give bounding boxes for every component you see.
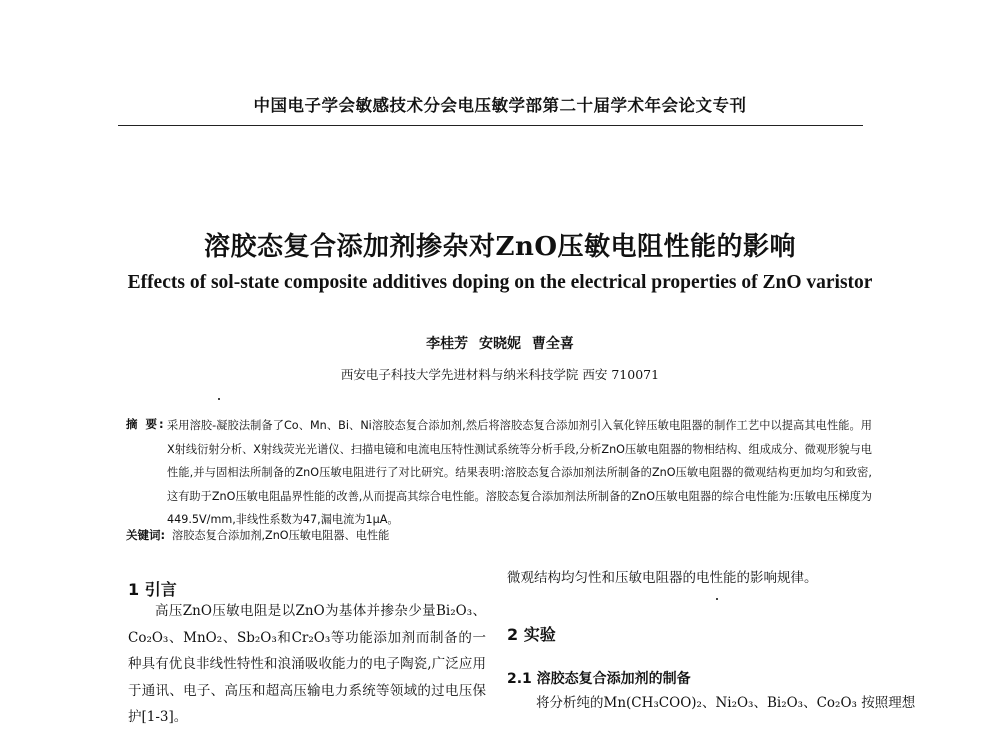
affiliation: 西安电子科技大学先进材料与纳米科技学院 西安 710071 [340, 367, 660, 382]
authors: 李桂芳 安晓妮 曹全喜 [426, 336, 574, 352]
column2-partial-paragraph: 将分析纯的Mn(CH₃COO)₂、Ni₂O₃、Bi₂O₃、Co₂O₃ 按照理想 [536, 695, 916, 711]
header-rule [118, 125, 863, 126]
column2-continuation: 微观结构均匀性和压敏电阻器的电性能的影响规律。 [507, 570, 818, 586]
scan-speck [716, 598, 718, 600]
keywords-label: 关键词: [126, 528, 166, 542]
abstract-text: 采用溶胶-凝胶法制备了Co、Mn、Bi、Ni溶胶态复合添加剂,然后将溶胶态复合添加剂引入氧化锌压敏电阻器的制作工艺中以提高其电性能。用X射线衍射分析、X射线荧光光谱仪、扫描电镜和电流电压特性测试系统等分析手段,分析ZnO压敏电阻器的物相结构、组成成分、微观形貌与电性能,并与固相法所制备的ZnO压敏电阻进行了对比研究。结果表明:溶胶态复合添加剂法所制备的ZnO压敏电阻器的微观结构更加均匀和致密,这有助于ZnO压敏电阻晶界性能的改善,从而提高其综合电性能。溶胶态复合添加剂法所制备的ZnO压敏电阻器的综合电性能为:压敏电压梯度为449.5V/mm,非线性系数为47,漏电流为1μA。 [167, 419, 872, 526]
paper-title-cn: 溶胶态复合添加剂掺杂对ZnO压敏电阻性能的影响 [203, 232, 797, 262]
keywords-text: 溶胶态复合添加剂,ZnO压敏电阻器、电性能 [172, 529, 390, 542]
journal-header: 中国电子学会敏感技术分会电压敏学部第二十届学术年会论文专刊 [253, 96, 747, 115]
paper-title-en: Effects of sol-state composite additives doping on the electrical properties of ZnO varistor [127, 272, 873, 293]
abstract-label: 摘 要: [126, 417, 166, 431]
section-heading-experiment: 2 实验 [507, 625, 556, 644]
section-heading-introduction: 1 引言 [128, 580, 177, 599]
scan-speck [218, 398, 220, 400]
introduction-paragraph: 高压ZnO压敏电阻是以ZnO为基体并掺杂少量Bi₂O₃、Co₂O₃、MnO₂、Sb₂O₃和Cr₂O₃等功能添加剂而制备的一种具有优良非线性特性和浪涌吸收能力的电子陶瓷,广泛应用于通讯、电子、高压和超高压输电力系统等领域的过电压保护[1-3]。 [128, 603, 486, 725]
subsection-heading-preparation: 2.1 溶胶态复合添加剂的制备 [507, 671, 691, 687]
